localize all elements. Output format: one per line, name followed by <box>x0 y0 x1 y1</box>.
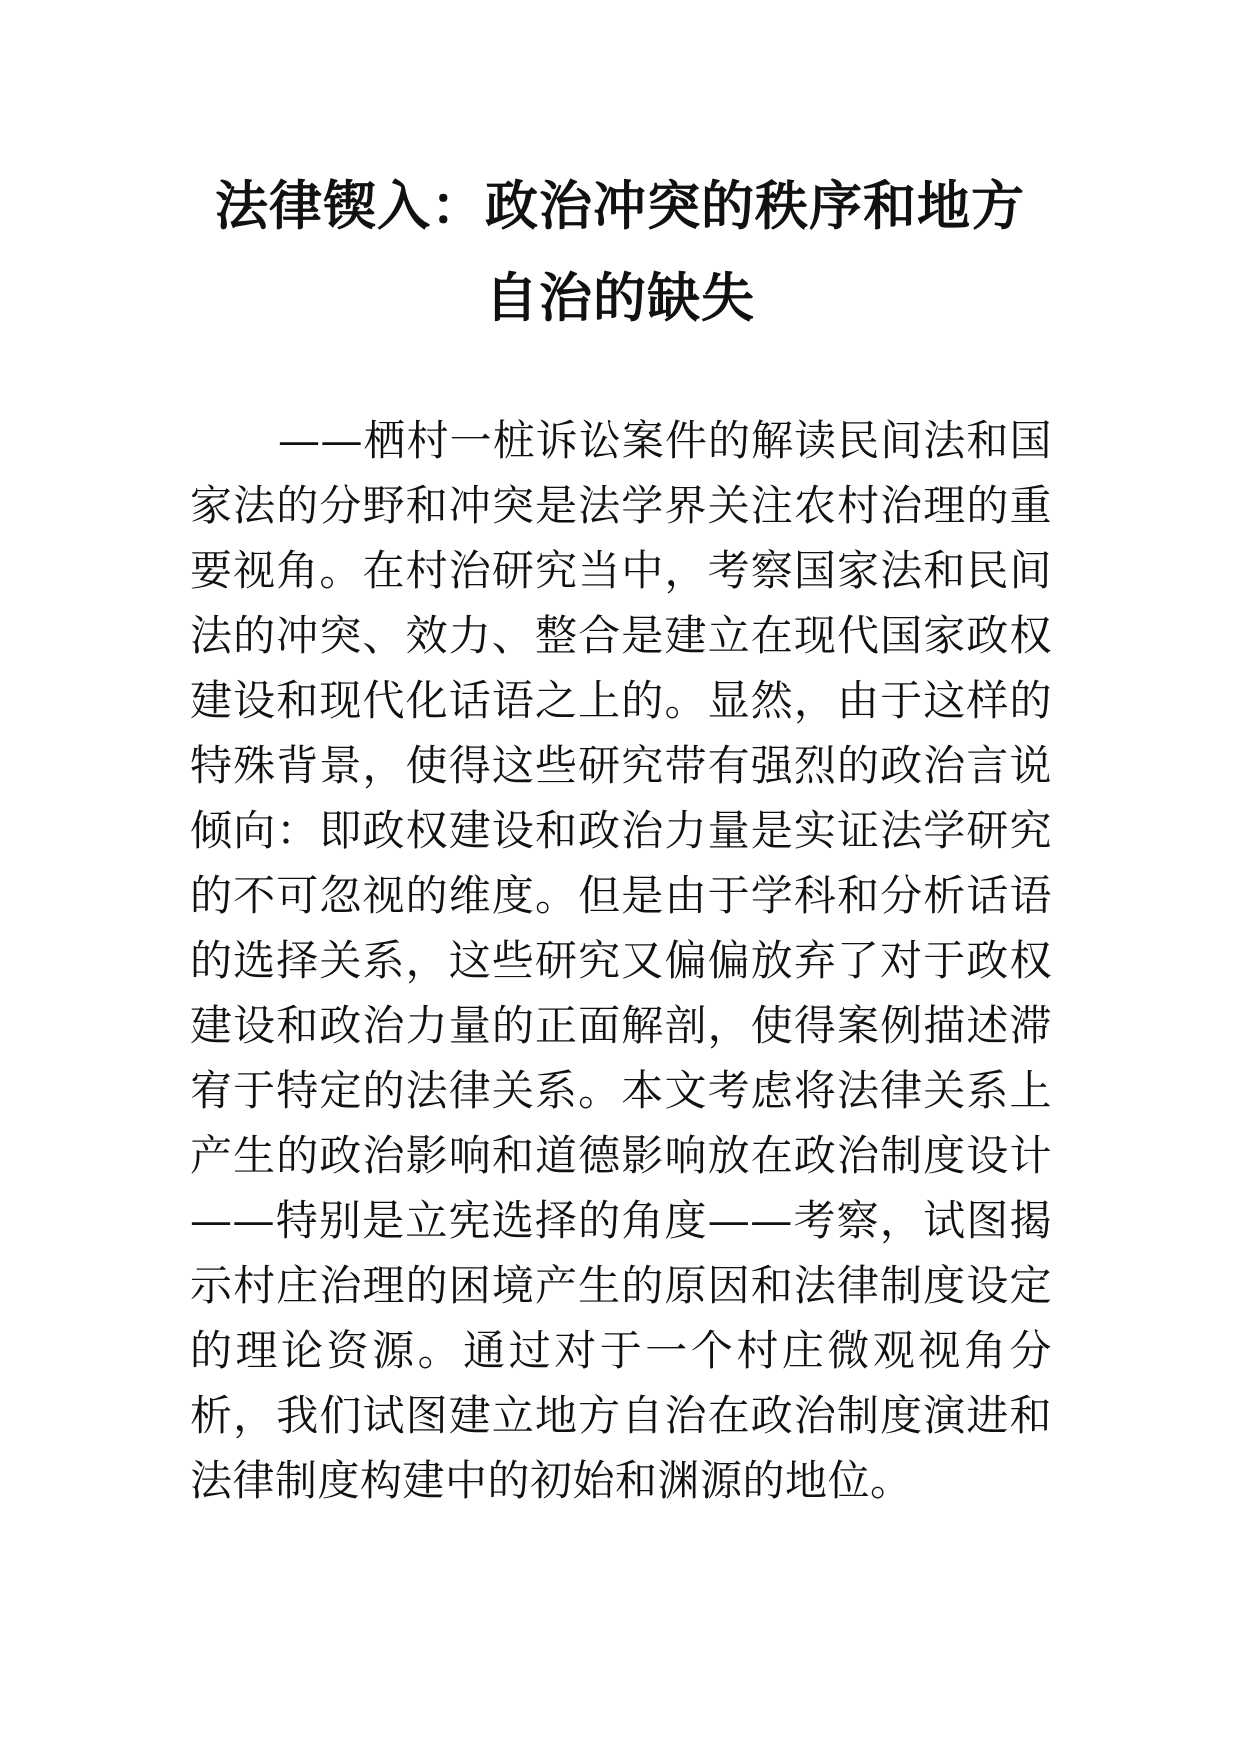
document-title: 法律锲入：政治冲突的秩序和地方自治的缺失 <box>215 175 1025 329</box>
document-body: ——栖村一桩诉讼案件的解读民间法和国家法的分野和冲突是法学界关注农村治理的重要视角。在村治研究当中，考察国家法和民间法的冲突、效力、整合是建立在现代国家政权建设和现代化话语之上的。显然，由于这样的特殊背景，使得这些研究带有强烈的政治言说倾向：即政权建设和政治力量是实证法学研究的不可忽视的维度。但是由于学科和分析话语的选择关系，这些研究又偏偏放弃了对于政权建设和政治力量的正面解剖，使得案例描述滞宥于特定的法律关系。本文考虑将法律关系上产生的政治影响和道德影响放在政治制度设计——特别是立宪选择的角度——考察，试图揭示村庄治理的困境产生的原因和法律制度设定的理论资源。通过对于一个村庄微观视角分析，我们试图建立地方自治在政治制度演进和法律制度构建中的初始和渊源的地位。 <box>190 416 1052 1505</box>
